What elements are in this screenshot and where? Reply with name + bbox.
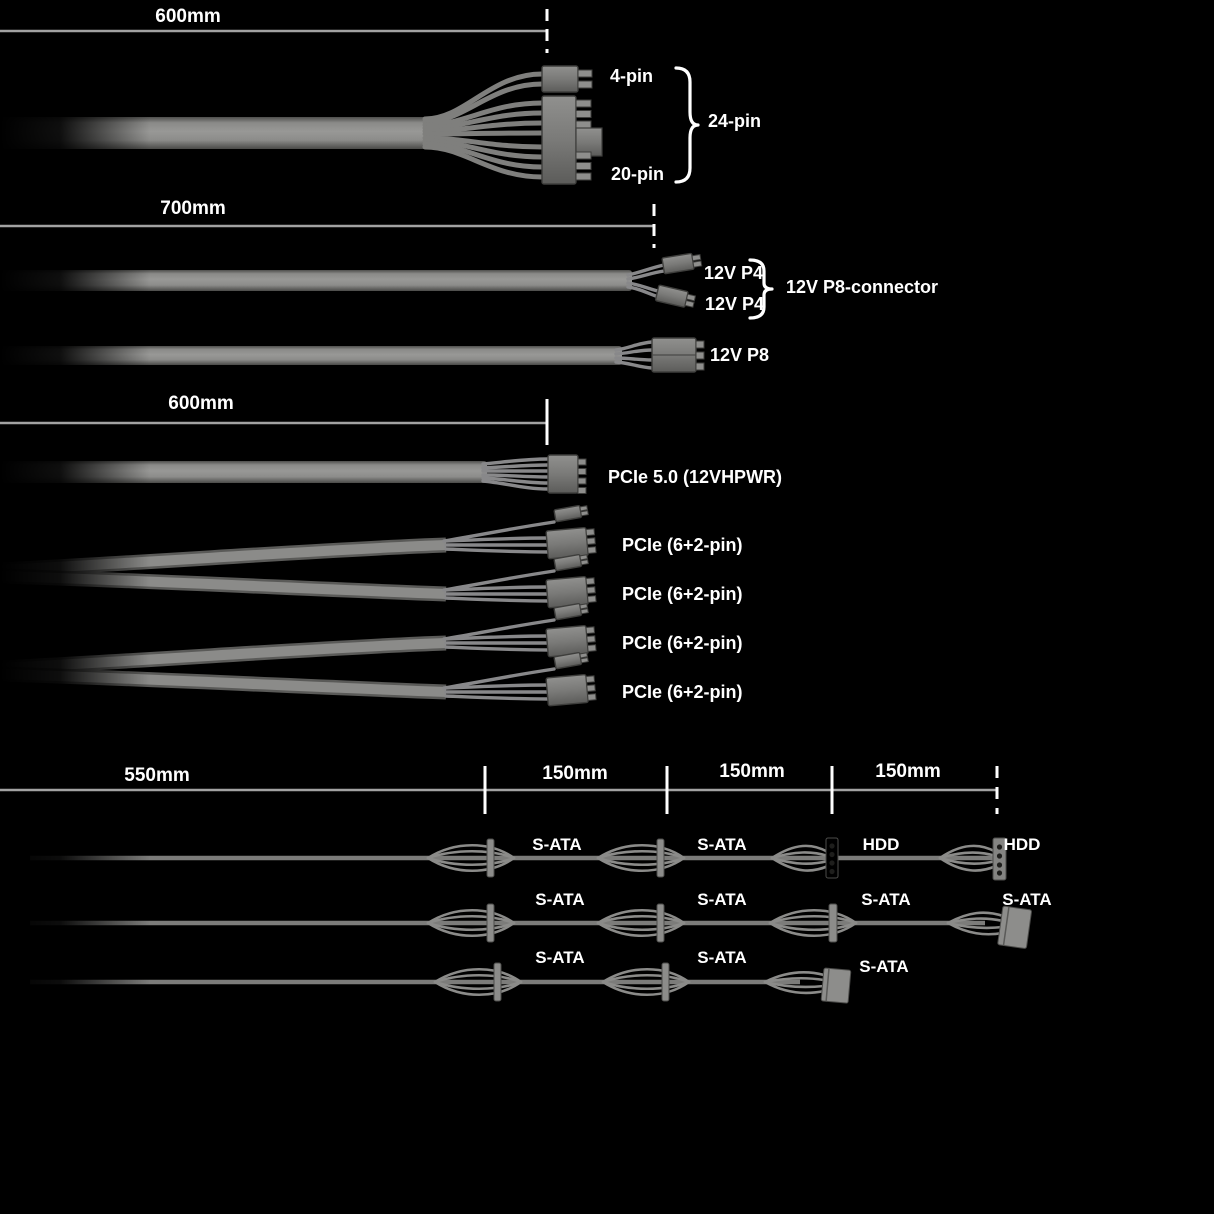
label-sata-r2c2: S-ATA (697, 890, 747, 909)
label-sata-r3c1: S-ATA (535, 948, 585, 967)
sata-end-connector (765, 968, 851, 1003)
measure-atx-600mm (0, 9, 547, 53)
label-sata-r3c3: S-ATA (859, 957, 909, 976)
atx-4pin-connector (542, 66, 592, 92)
cpu-p8-connector (652, 338, 704, 372)
brace-24pin (676, 68, 698, 182)
pcie5-connector (548, 455, 586, 494)
label-sata-r1c1: S-ATA (532, 835, 582, 854)
label-pcie-row2: PCIe (6+2-pin) (622, 584, 743, 604)
label-pcie-row4: PCIe (6+2-pin) (622, 682, 743, 702)
cable-sata-row1 (30, 838, 1006, 880)
measure-cpu-700mm (0, 204, 654, 248)
label-pcie-row3: PCIe (6+2-pin) (622, 633, 743, 653)
label-pcie5: PCIe 5.0 (12VHPWR) (608, 467, 783, 487)
measure-label-sata-seg4: 150mm (875, 761, 941, 782)
cpu-p4-connector-b (655, 285, 696, 309)
label-hdd-r1c4: HDD (1003, 835, 1041, 854)
sata-end-connector (948, 906, 1032, 949)
measure-label-sata-seg2: 150mm (542, 763, 608, 784)
label-12v-p8-group: 12V P8-connector (786, 277, 939, 297)
label-sata-r2c3: S-ATA (861, 890, 911, 909)
pcie-row1-2pin (554, 504, 589, 522)
label-12v-p4-a: 12V P4 (704, 263, 764, 283)
cpu-p4-connector-a (662, 252, 702, 274)
label-hdd-r1c3: HDD (862, 835, 900, 854)
label-24pin: 24-pin (708, 111, 762, 131)
cable-sata-row2 (30, 904, 1032, 949)
atx-fan-wires (425, 74, 542, 177)
measure-pcie-600mm (0, 399, 547, 445)
pcie-row4-6pin (546, 674, 596, 706)
label-20pin: 20-pin (611, 164, 665, 184)
measure-label-pcie: 600mm (168, 393, 234, 414)
left-fade-overlay (0, 105, 150, 1000)
label-pcie-row1: PCIe (6+2-pin) (622, 535, 743, 555)
label-12v-p4-b: 12V P4 (705, 294, 765, 314)
label-sata-r3c2: S-ATA (697, 948, 747, 967)
measure-label-sata-seg3: 150mm (719, 761, 785, 782)
cable-sata-row3 (30, 963, 851, 1003)
measure-label-cpu: 700mm (160, 198, 226, 219)
label-sata-r2c1: S-ATA (535, 890, 585, 909)
pcie-row2-6pin (546, 576, 596, 608)
measure-label-sata-base: 550mm (124, 765, 190, 786)
label-sata-r2c4: S-ATA (1002, 890, 1052, 909)
pcie-row1-6pin (546, 527, 596, 559)
measure-label-atx: 600mm (155, 6, 221, 27)
label-sata-r1c2: S-ATA (697, 835, 747, 854)
label-12v-p8: 12V P8 (710, 345, 770, 365)
atx-20pin-connector (542, 96, 602, 184)
label-4pin: 4-pin (610, 66, 653, 86)
pcie-row3-6pin (546, 625, 596, 657)
